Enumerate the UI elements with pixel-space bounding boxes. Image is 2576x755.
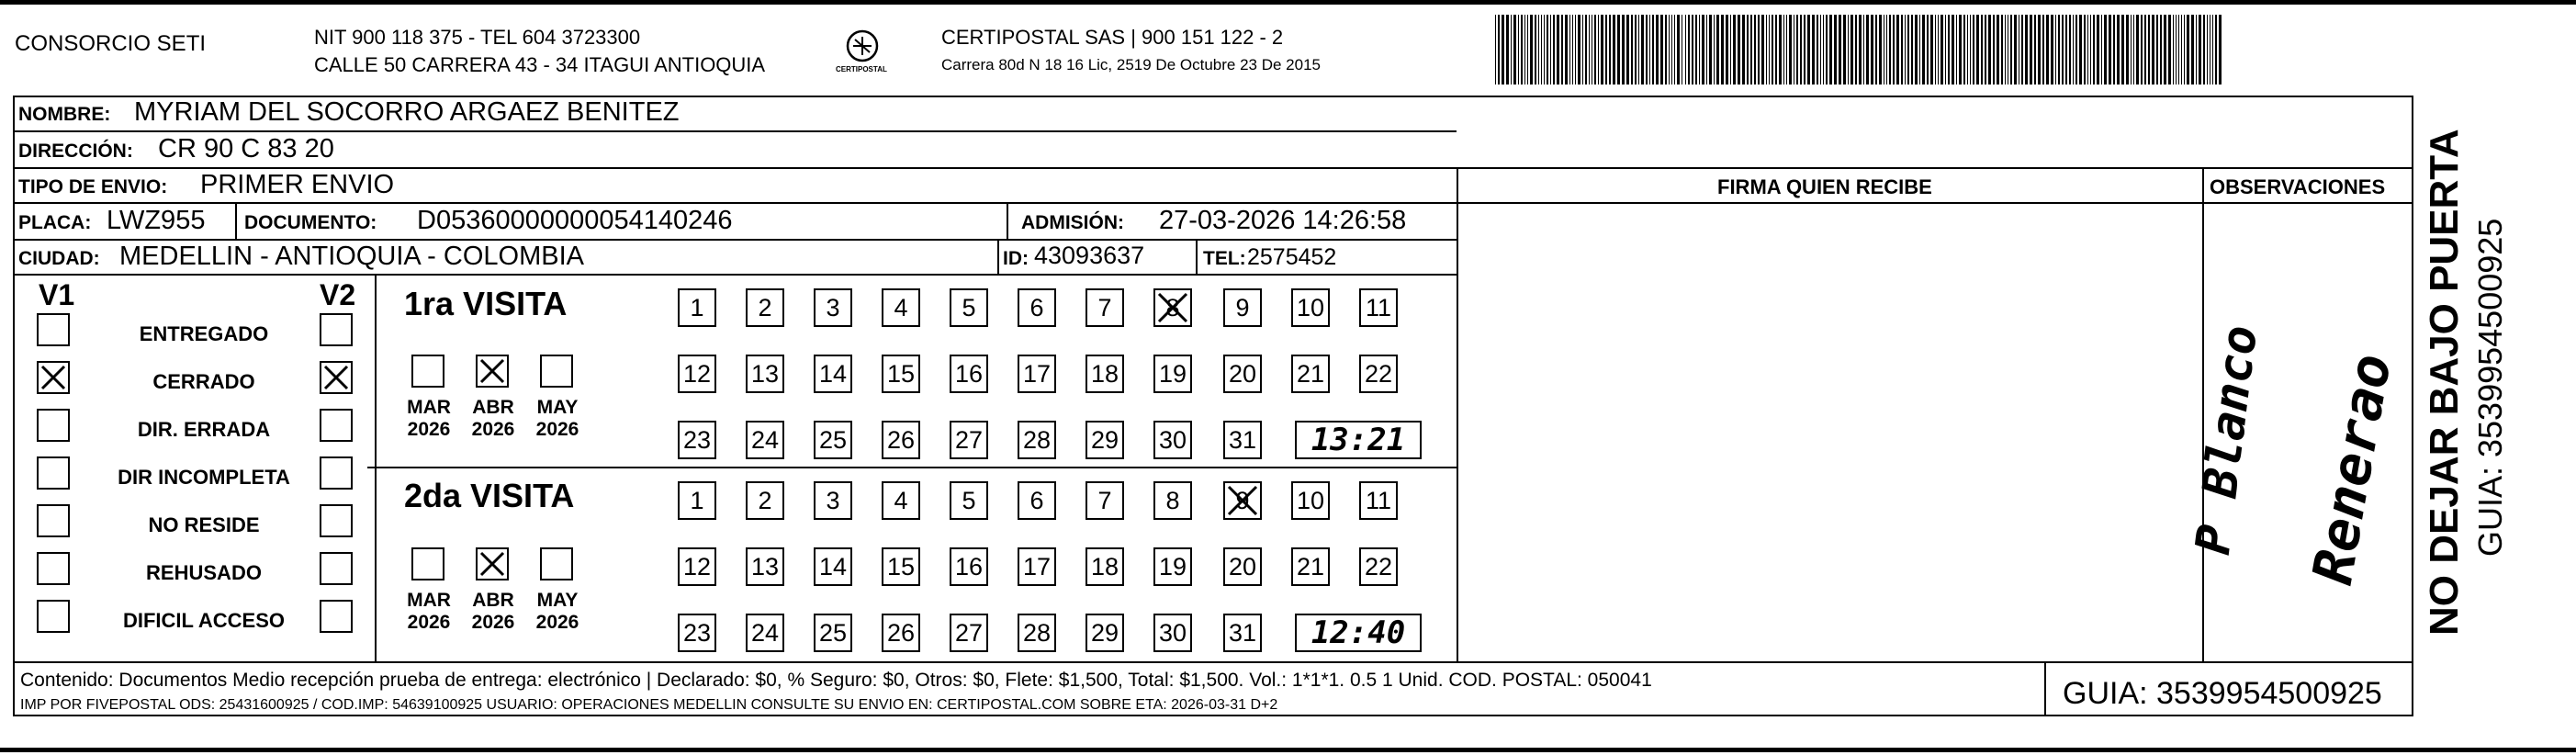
visit2-day-box[interactable]: 13 xyxy=(746,547,784,586)
visit2-day-box[interactable]: 28 xyxy=(1018,614,1056,652)
v1-checkbox-7[interactable] xyxy=(37,600,70,633)
visit1-month-label: ABR 2026 xyxy=(471,397,515,441)
status-option-label: CERRADO xyxy=(152,370,255,393)
visit2-day-box[interactable]: 14 xyxy=(814,547,852,586)
visit1-day-box[interactable]: 29 xyxy=(1086,421,1124,459)
visit1-day-box[interactable]: 24 xyxy=(746,421,784,459)
visit2-day-box[interactable]: 8 xyxy=(1153,481,1192,520)
footer-guia: GUIA: 3539954500925 xyxy=(2063,676,2382,711)
visit2-day-box[interactable]: 31 xyxy=(1223,614,1262,652)
visit2-day-box[interactable]: 16 xyxy=(950,547,988,586)
ciudad-label: CIUDAD: xyxy=(18,248,100,269)
v2-checkbox-7[interactable] xyxy=(320,600,353,633)
nit-line: NIT 900 118 375 - TEL 604 3723300 xyxy=(314,26,641,49)
visit1-day-box[interactable]: 22 xyxy=(1359,355,1398,393)
status-option-label: DIR INCOMPLETA xyxy=(118,466,290,489)
visit2-month-checkbox-abr[interactable] xyxy=(476,547,509,580)
visit1-day-box[interactable]: 18 xyxy=(1086,355,1124,393)
visit2-day-box[interactable]: 11 xyxy=(1359,481,1398,520)
v1-checkbox-5[interactable] xyxy=(37,504,70,537)
visit1-day-box[interactable]: 30 xyxy=(1153,421,1192,459)
signature-line2: Renerao xyxy=(2300,349,2404,590)
visit1-month-checkbox-mar[interactable] xyxy=(411,355,444,388)
visit2-month-checkbox-may[interactable] xyxy=(540,547,573,580)
observaciones-header: OBSERVACIONES xyxy=(2210,175,2386,198)
visit2-month-label: ABR 2026 xyxy=(471,590,515,634)
status-option-label: REHUSADO xyxy=(146,561,262,584)
visit1-day-box[interactable]: 21 xyxy=(1291,355,1330,393)
visit1-day-box[interactable]: 14 xyxy=(814,355,852,393)
visit2-time-box[interactable] xyxy=(1295,614,1422,652)
visit1-day-box[interactable]: 26 xyxy=(882,421,920,459)
v2-checkbox-2[interactable] xyxy=(320,361,353,394)
tipo-envio-label: TIPO DE ENVIO: xyxy=(18,176,168,197)
visit1-marked-day: 8 xyxy=(1165,294,1180,321)
v1-checkbox-6[interactable] xyxy=(37,552,70,585)
visit2-day-box[interactable]: 21 xyxy=(1291,547,1330,586)
visit2-day-box[interactable] xyxy=(1223,481,1262,520)
status-option-label: DIFICIL ACCESO xyxy=(122,609,285,632)
visit2-day-box[interactable]: 1 xyxy=(678,481,716,520)
visit1-day-box[interactable]: 1 xyxy=(678,288,716,327)
certipostal-line1: CERTIPOSTAL SAS | 900 151 122 - 2 xyxy=(941,26,1284,49)
visit1-day-box[interactable]: 15 xyxy=(882,355,920,393)
visit2-day-box[interactable]: 27 xyxy=(950,614,988,652)
tipo-envio-value: PRIMER ENVIO xyxy=(200,170,395,199)
visit2-time-value: 12:40 xyxy=(1310,614,1406,651)
visit1-time-value: 13:21 xyxy=(1310,422,1406,458)
direccion-value: CR 90 C 83 20 xyxy=(158,134,334,163)
tel-value: 2575452 xyxy=(1247,244,1337,270)
x-mark-icon xyxy=(1155,290,1190,325)
visit1-day-box[interactable]: 28 xyxy=(1018,421,1056,459)
x-mark-icon xyxy=(478,549,507,579)
visit1-day-box[interactable]: 5 xyxy=(950,288,988,327)
visit2-day-box[interactable]: 18 xyxy=(1086,547,1124,586)
id-value: 43093637 xyxy=(1034,242,1145,269)
visit2-title: 2da VISITA xyxy=(404,477,575,514)
visit1-day-box[interactable]: 23 xyxy=(678,421,716,459)
visit2-day-box[interactable]: 15 xyxy=(882,547,920,586)
x-mark-icon xyxy=(39,363,68,392)
visit1-day-box[interactable]: 31 xyxy=(1223,421,1262,459)
visit1-day-box[interactable]: 17 xyxy=(1018,355,1056,393)
visit2-day-box[interactable]: 25 xyxy=(814,614,852,652)
signature-line1: P Blanco xyxy=(2186,321,2269,558)
documento-value: D05360000000054140246 xyxy=(417,206,733,235)
visit2-day-box[interactable]: 7 xyxy=(1086,481,1124,520)
footer-content: Contenido: Documentos Medio recepción prueba de entrega: electrónico | Declarado: $0, % Seguro: $0, Otros: $0, Flete: $1,500, Total: $1,500. Vol.: 1*1*1. 0.5 1 Unid. COD. POSTAL: 050041 xyxy=(20,670,1652,691)
visit2-day-box[interactable]: 17 xyxy=(1018,547,1056,586)
visit1-time-box[interactable] xyxy=(1295,421,1422,459)
logo-text: CERTIPOSTAL xyxy=(836,65,887,73)
visit2-day-box[interactable]: 29 xyxy=(1086,614,1124,652)
v2-checkbox-3[interactable] xyxy=(320,409,353,442)
v2-checkbox-1[interactable] xyxy=(320,313,353,346)
footer-imp: IMP POR FIVEPOSTAL ODS: 25431600925 / COD.IMP: 54639100925 USUARIO: OPERACIONES MEDELLIN CONSULTE SU ENVIO EN: CERTIPOSTAL.COM SOBRE ETA: 2026-03-31 D+2 xyxy=(20,697,1278,713)
v1-checkbox-2[interactable] xyxy=(37,361,70,394)
visit1-day-box[interactable]: 25 xyxy=(814,421,852,459)
tel-label: TEL: xyxy=(1203,248,1246,269)
top-border xyxy=(0,0,2576,5)
visit2-day-box[interactable]: 19 xyxy=(1153,547,1192,586)
visit2-marked-day: 9 xyxy=(1235,487,1250,514)
placa-value: LWZ955 xyxy=(107,206,206,235)
visit2-month-label: MAY 2026 xyxy=(535,590,579,634)
visit1-month-label: MAR 2026 xyxy=(407,397,451,441)
visit2-day-box[interactable]: 24 xyxy=(746,614,784,652)
id-label: ID: xyxy=(1003,248,1029,269)
visit1-day-box[interactable]: 3 xyxy=(814,288,852,327)
x-mark-icon xyxy=(478,356,507,386)
status-option-label: DIR. ERRADA xyxy=(137,418,271,441)
visit1-day-box[interactable]: 16 xyxy=(950,355,988,393)
firma-header: FIRMA QUIEN RECIBE xyxy=(1717,175,1932,198)
visit1-month-label: MAY 2026 xyxy=(535,397,579,441)
visit1-day-box[interactable]: 9 xyxy=(1223,288,1262,327)
v1-checkbox-1[interactable] xyxy=(37,313,70,346)
visit1-title: 1ra VISITA xyxy=(404,285,568,322)
visit1-day-box[interactable]: 6 xyxy=(1018,288,1056,327)
ciudad-value: MEDELLIN - ANTIOQUIA - COLOMBIA xyxy=(119,242,584,271)
visit1-month-checkbox-abr[interactable] xyxy=(476,355,509,388)
x-mark-icon xyxy=(1225,483,1260,518)
visit2-day-box[interactable]: 30 xyxy=(1153,614,1192,652)
visit1-day-box[interactable]: 4 xyxy=(882,288,920,327)
visit2-day-box[interactable]: 20 xyxy=(1223,547,1262,586)
nombre-value: MYRIAM DEL SOCORRO ARGAEZ BENITEZ xyxy=(134,97,680,127)
visit2-day-box[interactable]: 6 xyxy=(1018,481,1056,520)
barcode xyxy=(1495,15,2225,85)
v2-checkbox-6[interactable] xyxy=(320,552,353,585)
visit2-day-box[interactable]: 10 xyxy=(1291,481,1330,520)
visit2-day-box[interactable]: 23 xyxy=(678,614,716,652)
visit1-day-box[interactable]: 19 xyxy=(1153,355,1192,393)
visit2-day-box[interactable]: 3 xyxy=(814,481,852,520)
status-option-label: ENTREGADO xyxy=(139,322,269,345)
v2-checkbox-4[interactable] xyxy=(320,456,353,490)
visit2-day-box[interactable]: 12 xyxy=(678,547,716,586)
side-warning: NO DEJAR BAJO PUERTA xyxy=(2422,129,2467,636)
v2-label: V2 xyxy=(320,278,356,311)
visit1-day-box[interactable]: 7 xyxy=(1086,288,1124,327)
visit1-day-box[interactable]: 20 xyxy=(1223,355,1262,393)
placa-label: PLACA: xyxy=(18,212,92,233)
v2-checkbox-5[interactable] xyxy=(320,504,353,537)
visit2-day-box[interactable]: 2 xyxy=(746,481,784,520)
visit1-day-box[interactable]: 11 xyxy=(1359,288,1398,327)
documento-label: DOCUMENTO: xyxy=(244,212,377,233)
visit1-day-box[interactable]: 13 xyxy=(746,355,784,393)
direccion-label: DIRECCIÓN: xyxy=(18,141,133,162)
admision-value: 27-03-2026 14:26:58 xyxy=(1159,206,1407,235)
certipostal-logo xyxy=(836,26,889,79)
x-mark-icon xyxy=(321,363,351,392)
visit2-day-box[interactable]: 4 xyxy=(882,481,920,520)
visit1-day-box[interactable]: 2 xyxy=(746,288,784,327)
certipostal-line2: Carrera 80d N 18 16 Lic, 2519 De Octubre 23 De 2015 xyxy=(941,56,1321,73)
company-name: CONSORCIO SETI xyxy=(15,31,207,56)
admision-label: ADMISIÓN: xyxy=(1021,212,1124,233)
side-guia: GUIA: 3539954500925 xyxy=(2471,218,2509,557)
nombre-label: NOMBRE: xyxy=(18,104,111,125)
visit2-month-label: MAR 2026 xyxy=(407,590,451,634)
visit2-day-box[interactable]: 22 xyxy=(1359,547,1398,586)
address-line: CALLE 50 CARRERA 43 - 34 ITAGUI ANTIOQUIA xyxy=(314,53,766,76)
status-option-label: NO RESIDE xyxy=(148,513,260,536)
visit1-day-box[interactable]: 27 xyxy=(950,421,988,459)
visit1-month-checkbox-may[interactable] xyxy=(540,355,573,388)
bottom-border xyxy=(0,748,2576,752)
visit2-month-checkbox-mar[interactable] xyxy=(411,547,444,580)
visit1-day-box[interactable]: 10 xyxy=(1291,288,1330,327)
v1-checkbox-4[interactable] xyxy=(37,456,70,490)
v1-label: V1 xyxy=(39,278,75,311)
visit1-day-box[interactable] xyxy=(1153,288,1192,327)
visit2-day-box[interactable]: 5 xyxy=(950,481,988,520)
v1-checkbox-3[interactable] xyxy=(37,409,70,442)
visit2-day-box[interactable]: 26 xyxy=(882,614,920,652)
visit1-day-box[interactable]: 12 xyxy=(678,355,716,393)
